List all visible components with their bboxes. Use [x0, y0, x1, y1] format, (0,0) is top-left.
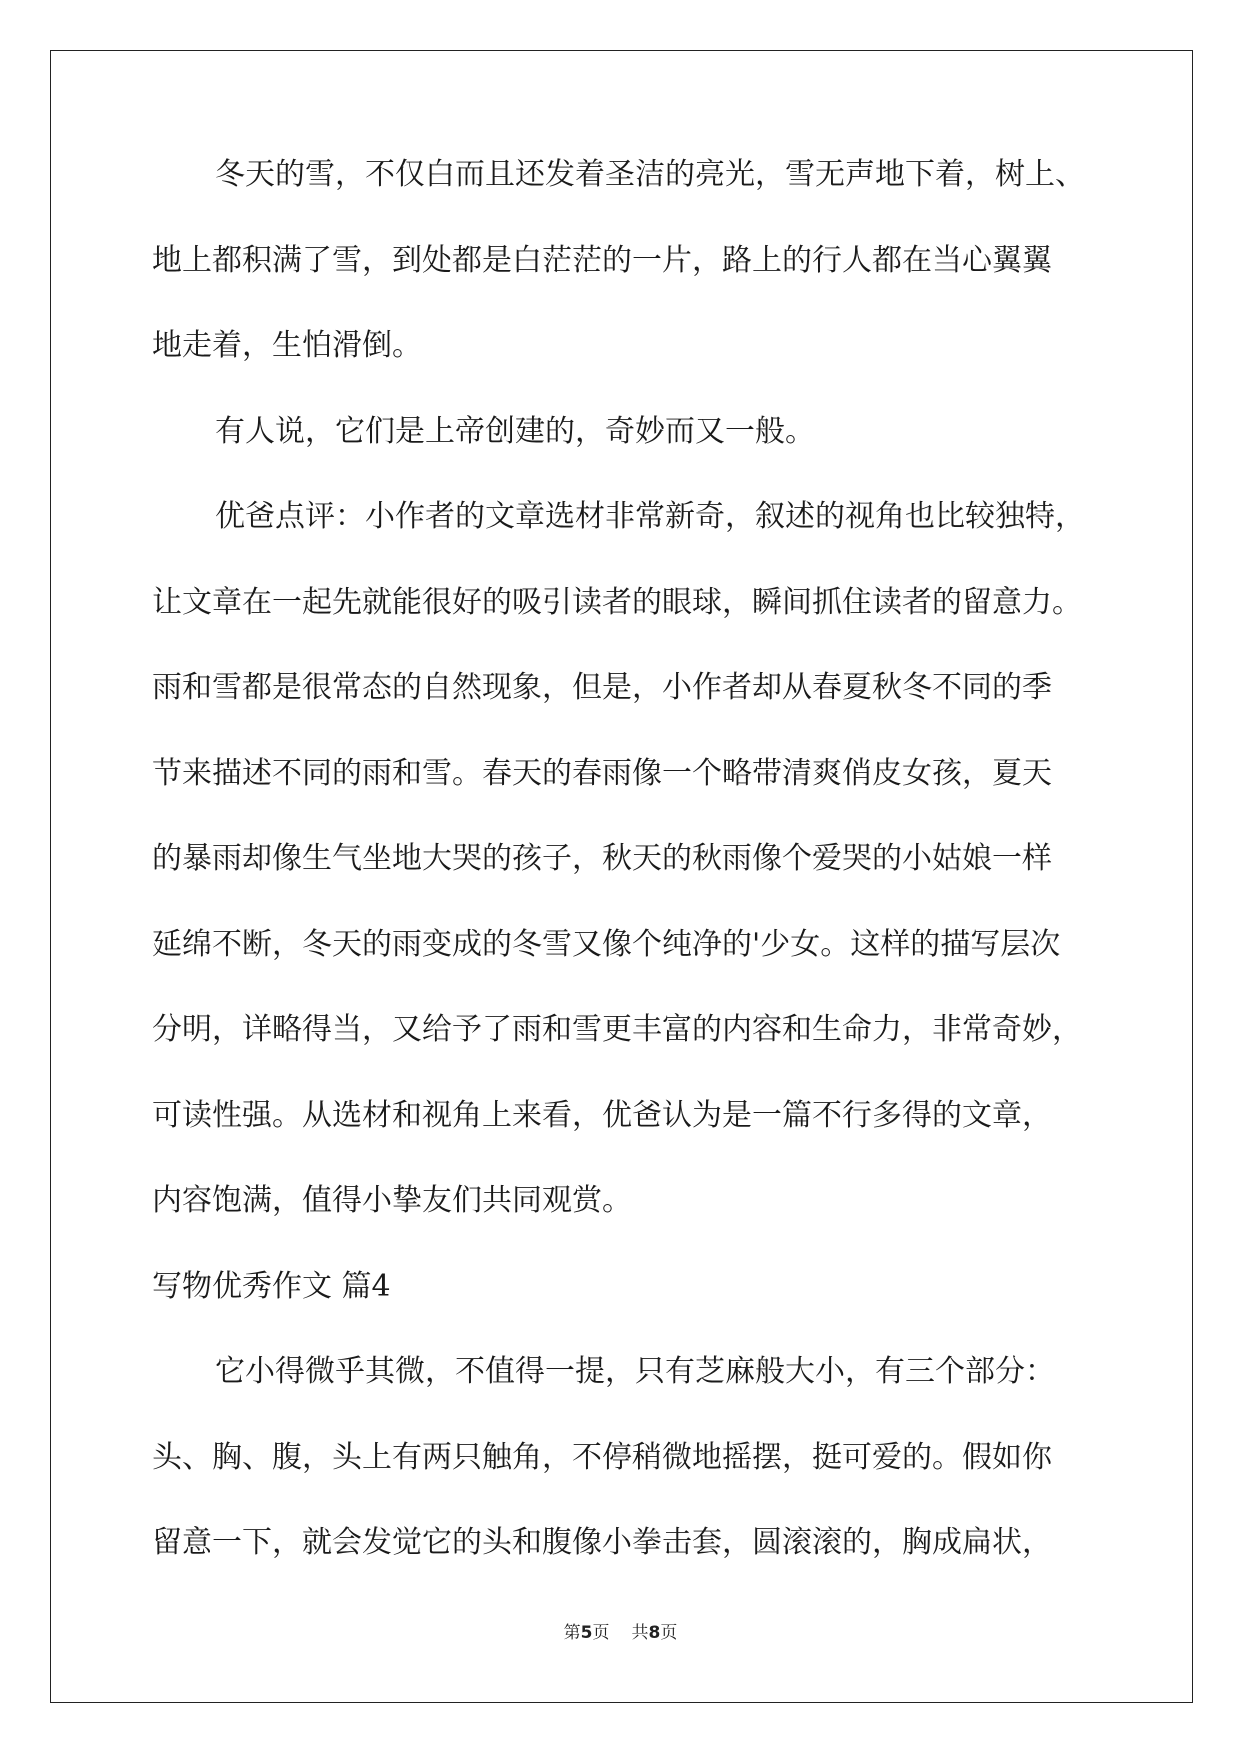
page-prefix: 第 — [563, 1623, 581, 1643]
total-prefix: 共 — [631, 1623, 649, 1643]
document-body — [152, 155, 1092, 1609]
text-line: 节来描述不同的雨和雪。春天的春雨像一个略带清爽俏皮女孩，夏天 — [152, 755, 1052, 791]
text-line: 让文章在一起先就能很好的吸引读者的眼球，瞬间抓住读者的留意力。 — [152, 584, 1082, 620]
page-unit: 页 — [592, 1623, 610, 1643]
text-line: 地上都积满了雪，到处都是白茫茫的一片，路上的行人都在当心翼翼 — [152, 242, 1052, 278]
text-line: 留意一下，就会发觉它的头和腹像小拳击套，圆滚滚的，胸成扁状， — [152, 1525, 1052, 1560]
text-line: 可读性强。从选材和视角上来看，优爸认为是一篇不行多得的文章， — [152, 1097, 1052, 1133]
text-line: 内容饱满，值得小挚友们共同观赏。 — [152, 1183, 632, 1218]
text-line: 优爸点评：小作者的文章选材非常新奇，叙述的视角也比较独特， — [215, 499, 1085, 534]
total-unit: 页 — [660, 1623, 678, 1643]
text-line: 它小得微乎其微，不值得一提，只有芝麻般大小，有三个部分： — [215, 1354, 1055, 1389]
text-line: 头、胸、腹，头上有两只触角，不停稍微地摇摆，挺可爱的。假如你 — [152, 1439, 1052, 1475]
text-line: 冬天的雪，不仅白而且还发着圣洁的亮光，雪无声地下着，树上、 — [215, 157, 1085, 192]
text-line: 的暴雨却像生气坐地大哭的孩子，秋天的秋雨像个爱哭的小姑娘一样 — [152, 841, 1052, 876]
page-footer — [0, 1618, 1241, 1643]
total-page-number: 8 — [648, 1623, 661, 1643]
current-page-number: 5 — [580, 1623, 593, 1643]
text-line: 雨和雪都是很常态的自然现象，但是，小作者却从春夏秋冬不同的季 — [152, 670, 1052, 705]
section-heading: 写物优秀作文 篇4 — [152, 1268, 391, 1304]
text-line: 分明，详略得当，又给予了雨和雪更丰富的内容和生命力，非常奇妙， — [152, 1012, 1082, 1047]
text-line: 有人说，它们是上帝创建的，奇妙而又一般。 — [215, 413, 815, 449]
text-line: 地走着，生怕滑倒。 — [152, 328, 422, 363]
text-line: 延绵不断，冬天的雨变成的冬雪又像个纯净的'少女。这样的描写层次 — [152, 926, 1061, 962]
